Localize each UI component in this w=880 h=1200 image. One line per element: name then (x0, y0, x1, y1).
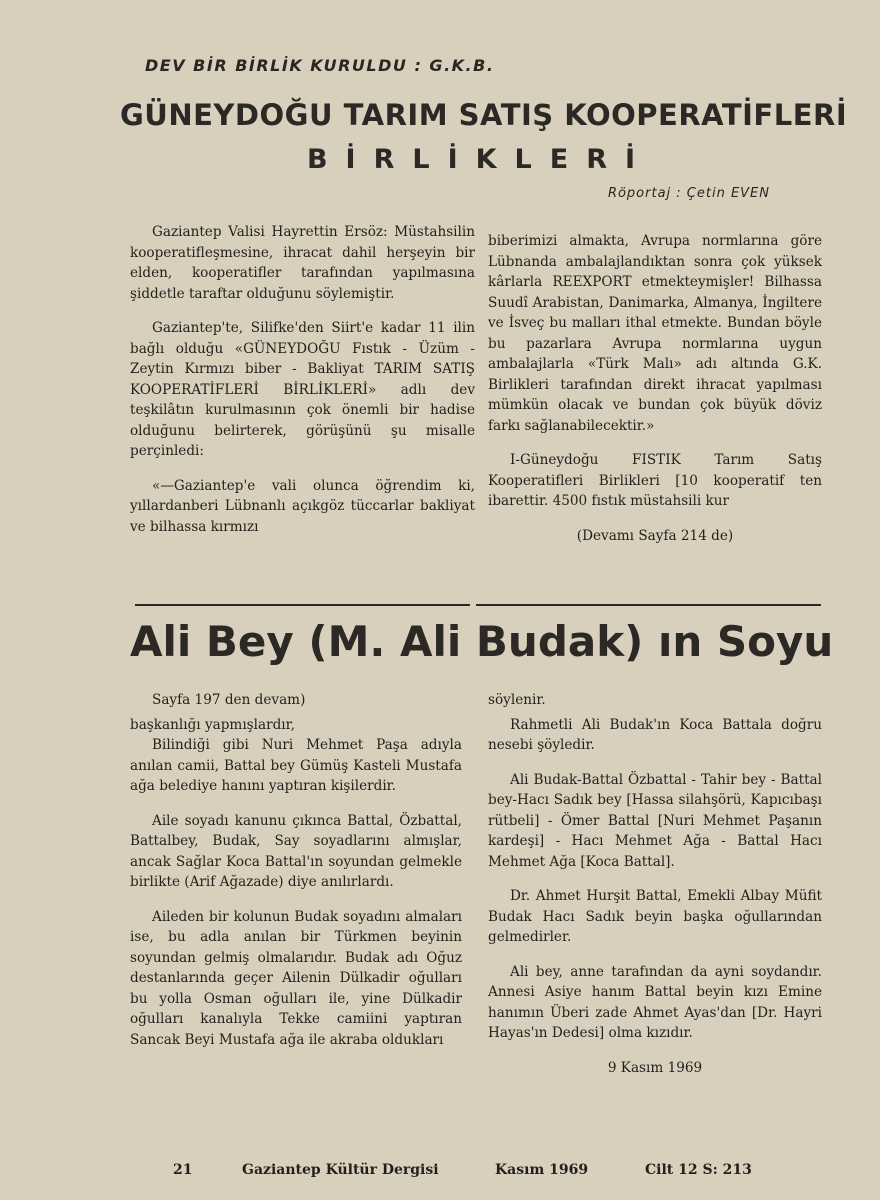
article1-column2 (488, 231, 822, 560)
divider-left (135, 604, 470, 606)
paragraph: Bilindiği gibi Nuri Mehmet Paşa adıyla anılan camii, Battal bey Gümüş Kasteli Mustafa ağa belediye hanını yaptıran kişilerdir. (130, 737, 462, 794)
volume-info: Cilt 12 S: 213 (645, 1162, 752, 1178)
kicker-headline: DEV BİR BİRLİK KURULDU : G.K.B. (145, 56, 495, 75)
page-number: 21 (173, 1162, 193, 1178)
divider-right (476, 604, 821, 606)
paragraph: söylenir. (488, 692, 546, 708)
paragraph: Dr. Ahmet Hurşit Battal, Emekli Albay Müfit Budak Hacı Sadık beyin başka oğullarından gelmedirler. (488, 888, 822, 945)
main-headline: GÜNEYDOĞU TARIM SATIŞ KOOPERATİFLERİ (120, 98, 848, 132)
paragraph: Ali bey, anne tarafından da ayni soydandır. Annesi Asiye hanım Battal beyin kızı Emine hanımın Überi zade Ahmet Ayas'dan [Dr. Hayri Hayas'ın Dedesi] olma kızıdır. (488, 963, 822, 1041)
article1-column1 (130, 222, 475, 551)
paragraph: Aileden bir kolunun Budak soyadını almaları ise, bu adla anılan bir Türkmen beyinin soyundan gelmiş olmalarıdır. Budak adı Oğuz destanlarında geçer Ailenin Dülkadir oğulları bu yolla Osman oğulları ile, yine Dülkadir oğulları kanalıyla Tekke camiini yaptıran Sancak Beyi Mustafa ağa ile akraba oldukları (130, 908, 462, 1048)
main-headline-line2: BİRLİKLERİ (306, 144, 654, 175)
byline: Röportaj : Çetin EVEN (607, 186, 770, 201)
article2-column1 (130, 690, 462, 1064)
paragraph: biberimizi almakta, Avrupa normlarına göre Lübnanda ambalajlandıktan sonra çok yüksek kârlarla REEXPORT etmekteymişler! Bilhassa Suudî Arabistan, Danimarka, Almanya, İngiltere ve İsveç bu malları ithal etmekte. Bundan böyle bu pazarlara Avrupa normlarına uygun ambalajlarla «Türk Malı» adı altında G.K. Birlikleri tarafından direkt ihracat yapılması mümkün olacak ve bundan çok büyük döviz farkı sağlanabilecektir.» (488, 233, 822, 434)
paragraph: Rahmetli Ali Budak'ın Koca Battala doğru nesebi şöyledir. (488, 716, 822, 753)
paragraph: Gaziantep Valisi Hayrettin Ersöz: Müstahsilin kooperatifleşmesine, ihracat dahil herşeyin bir elden, kooperatifler tarafından yapılmasına şiddetle taraftar olduğunu söylemiştir. (130, 224, 475, 302)
article2-title: Ali Bey (M. Ali Budak) ın Soyu (130, 617, 834, 666)
paragraph: Ali Budak-Battal Özbattal - Tahir bey - Battal bey-Hacı Sadık bey [Hassa silahşörü, Kapıcıbaşı rütbeli] - Ömer Battal [Nuri Mehmet Paşanın kardeşi] - Hacı Mehmet Ağa - Battal Hacı Mehmet Ağa [Koca Battal]. (488, 771, 822, 870)
paragraph: «—Gaziantep'e vali olunca öğrendim ki, yıllardanberi Lübnanlı açıkgöz tüccarlar bakliyat ve bilhassa kırmızı (130, 477, 475, 535)
issue-date: Kasım 1969 (495, 1162, 589, 1178)
article2-column2 (488, 690, 822, 1092)
paragraph: başkanlığı yapmışlardır, (130, 716, 295, 733)
paragraph: I-Güneydoğu FISTIK Tarım Satış Kooperatifleri Birlikleri [10 kooperatif ten ibarettir. 4500 fıstık müstahsili kur (488, 452, 822, 509)
paragraph: Gaziantep'te, Silifke'den Siirt'e kadar 11 ilin bağlı olduğu «GÜNEYDOĞU Fıstık - Üzüm - Zeytin Kırmızı biber - Bakliyat TARIM SATIŞ KOOPERATİFLERİ BİRLİKLERİ» adlı dev teşkilâtın kurulmasının çok önemli bir hadise olduğunu belirterek, görüşünü şu misalle perçinledi: (130, 320, 475, 459)
paragraph: Sayfa 197 den devam) (152, 692, 306, 708)
paragraph: Aile soyadı kanunu çıkınca Battal, Özbattal, Battalbey, Budak, Say soyadlarını almışlar, ancak Sağlar Koca Battal'ın soyundan gelmekle birlikte (Arif Ağazade) diye anılırlardı. (130, 812, 462, 890)
magazine-name: Gaziantep Kültür Dergisi (242, 1162, 439, 1178)
article-date: 9 Kasım 1969 (607, 1059, 703, 1076)
continuation-note: (Devamı Sayfa 214 de) (576, 527, 734, 544)
